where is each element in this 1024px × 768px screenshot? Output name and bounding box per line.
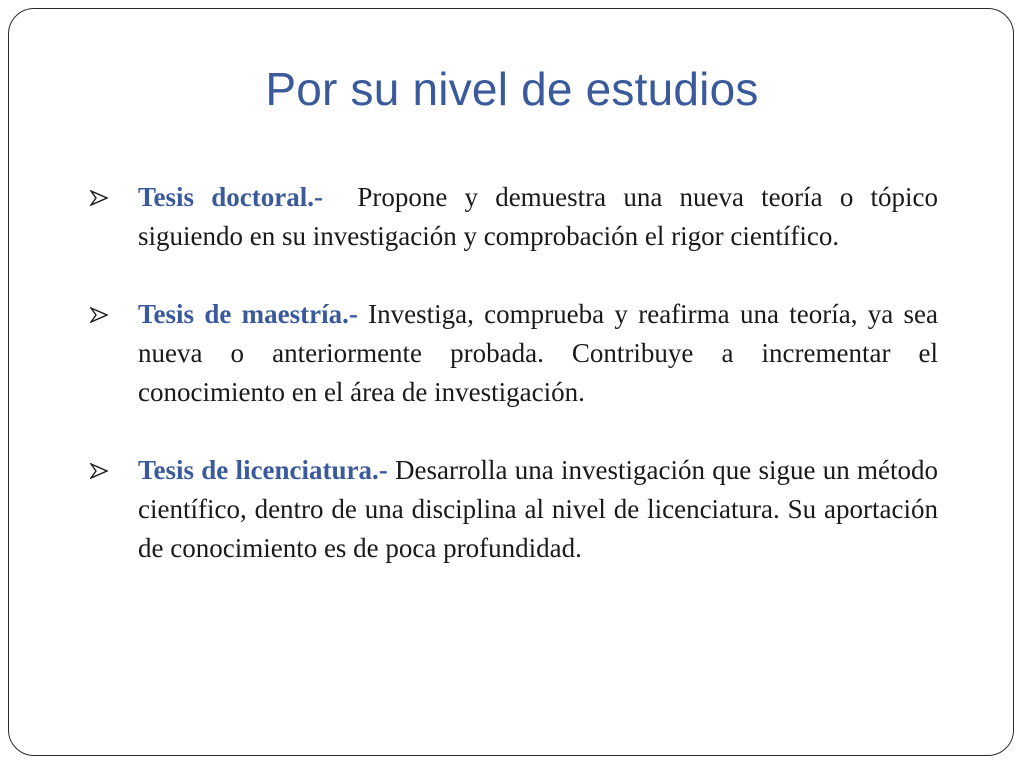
item-text: Desarrolla una investigación que sigue un método científico, dentro de una disciplina al nivel de licenciatura. Su aportación de conocimiento es de poca profundidad. bbox=[138, 455, 938, 563]
item-text: Propone y demuestra una nueva teoría o tópico siguiendo en su investigación y comprobación el rigor científico. bbox=[138, 182, 938, 251]
list-item-tesis-licenciatura bbox=[84, 451, 938, 568]
list-item-tesis-maestria bbox=[84, 295, 938, 412]
arrowhead-bullet-icon bbox=[90, 307, 108, 323]
item-term: Tesis de licenciatura.- bbox=[138, 455, 388, 485]
item-text: Investiga, comprueba y reafirma una teoría, ya sea nueva o anteriormente probada. Contribuye a incrementar el conocimiento en el área de investigación. bbox=[138, 299, 939, 407]
arrowhead-bullet-icon bbox=[90, 190, 108, 206]
list-item-tesis-doctoral bbox=[84, 178, 938, 256]
bullet-list bbox=[84, 178, 938, 607]
item-term: Tesis doctoral.- bbox=[138, 182, 323, 212]
arrowhead-bullet-icon bbox=[90, 463, 108, 479]
item-term: Tesis de maestría.- bbox=[138, 299, 358, 329]
slide-title: Por su nivel de estudios bbox=[265, 63, 759, 115]
